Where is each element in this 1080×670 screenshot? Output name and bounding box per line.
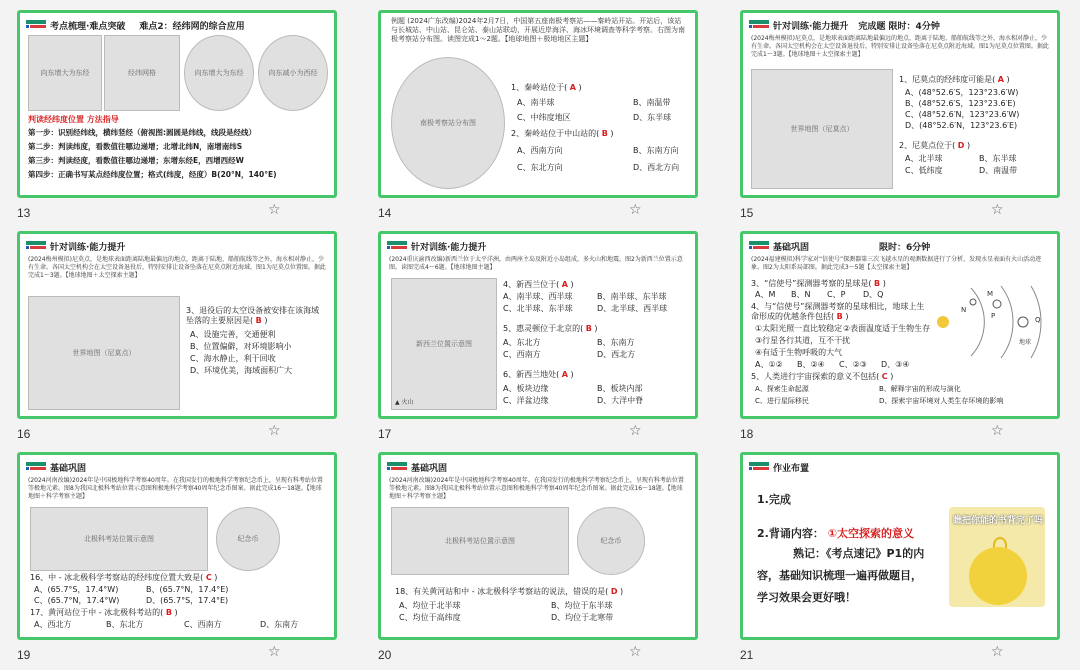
option: D、西北方 — [597, 350, 636, 359]
solar-system-diagram — [931, 282, 1051, 362]
option: B、②④ — [797, 360, 825, 369]
slide-canvas[interactable] — [17, 231, 337, 419]
slide-title: 针对训练·能力提升 — [50, 242, 126, 253]
option: C、西南方 — [503, 350, 541, 359]
homework-line: 熟记：《考点速记》P1的内 — [793, 547, 925, 560]
option: D、③④ — [881, 360, 910, 369]
step-text: 第二步：判读纬度，看数值往哪边递增；北增北纬N，南增南纬S — [28, 142, 243, 151]
option: A、北半球 — [905, 154, 943, 163]
world-map: 世界地图（尼莫点） — [28, 296, 180, 410]
option: A、①② — [755, 360, 783, 369]
question-stem: 5、惠灵顿位于北京的( B ) — [503, 324, 598, 333]
sticker-caption: 瞧把你能的书背完了吗 — [953, 516, 1044, 526]
brand-logo-icon — [749, 241, 769, 251]
option: A、西南方向 — [517, 146, 563, 155]
slide-canvas[interactable] — [740, 231, 1060, 419]
slide-number: 16 — [17, 427, 31, 441]
question-intro: (2024河南改编)2024年是中国极地科学考察40周年。在我国发行的极地科学考察纪念币上，呈现有科考站位置等极地元素。图8为我国北极科考站位置示意图和极地科学考察40周年纪念币图案。据此完成16～18题。【地球地图＋科学考察主题】 — [28, 477, 323, 500]
question-stem: 4、与“信使号”探测器考察的星球相比，地球上生命形成的优越条件包括( B ) — [751, 302, 925, 321]
option: A、东北方 — [503, 338, 541, 347]
brand-logo-icon — [749, 20, 769, 30]
arctic-station-map: 北极科考站位置示意图 — [30, 507, 208, 571]
option: C、(48°52.6′N，123°23.6′W) — [905, 110, 1020, 119]
question-stem: 5、人类进行宇宙探索的意义不包括( C ) — [751, 372, 894, 381]
slide-header — [26, 238, 125, 254]
option-item: ②表面温度适于生物生存 — [843, 324, 931, 333]
slide-thumb-14[interactable] — [378, 10, 698, 228]
slide-thumb-21[interactable] — [740, 452, 1060, 670]
slide-header — [26, 17, 245, 33]
option: D、均位于北寒带 — [551, 613, 614, 622]
option: D、Q — [863, 290, 884, 299]
option: C、(65.7°N，17.4°W) — [34, 596, 120, 605]
slide-canvas[interactable] — [740, 10, 1060, 198]
slide-title: 针对训练·能力提升 — [773, 21, 849, 32]
option: A、南半球、西半球 — [503, 292, 573, 301]
star-icon[interactable]: ☆ — [268, 202, 281, 218]
slide-number: 21 — [740, 648, 754, 662]
question-intro: (2024梅州模拟)尼莫点，是地球表面距离陆地最偏远的地点，距离于陆地、船舶航线等之外，海水相对静止，少有生命。各国太空机构会在太空设备退役后，特别安排让设备坠落在尼莫点附近海域。图1为尼莫点位置图。据此完成1～3题。【地球地图＋太空探索主题】 — [28, 256, 326, 279]
label-N: N — [961, 306, 967, 314]
question-intro: 例题 (2024广东改编)2024年2月7日，中国第五座南极考察站——秦岭站开站。开站后，该站与长城站、中山站、昆仑站、泰山站联动，开展近岸海洋、海冰环境调查等科学考察。右图为南极考察站分布图。读图完成1～2题。【地球地图＋极地地区主题】 — [391, 17, 685, 43]
option: B、N — [791, 290, 811, 299]
step-text: 第一步：识别经纬线，横纬竖经（俯视图:圆圆是纬线，线段是经线） — [28, 128, 256, 137]
option-item: ①太阳光照一直比较稳定 — [755, 324, 843, 333]
option: A、设施完善，交通便利 — [190, 330, 276, 339]
brand-logo-icon — [387, 462, 407, 472]
legend-volcano: ▲ 火山 — [395, 399, 414, 406]
label-M: M — [987, 290, 994, 298]
slide-number: 20 — [378, 648, 392, 662]
option: A、南半球 — [517, 98, 555, 107]
option: A、板块边缘 — [503, 384, 549, 393]
option: C、进行星际移民 — [755, 397, 809, 405]
brand-logo-icon — [26, 241, 46, 251]
slide-thumb-20[interactable] — [378, 452, 698, 670]
slide-header — [749, 17, 940, 33]
option: B、东北方 — [106, 620, 144, 629]
label-earth: 地球 — [1019, 339, 1032, 346]
option: A、均位于北半球 — [399, 601, 461, 610]
polar-figure: 向东减小为西经 — [258, 35, 328, 111]
star-icon[interactable]: ☆ — [991, 423, 1004, 439]
method-title: 判读经纬度位置 方法指导 — [28, 115, 119, 124]
commemorative-coin: 纪念币 — [577, 507, 645, 575]
option: A、探索生命起源 — [755, 385, 809, 393]
question-stem: 17、黄河站位于中 - 冰北极科考站的( B ) — [30, 608, 178, 617]
slide-canvas[interactable] — [378, 10, 698, 198]
slide-thumb-18[interactable] — [740, 231, 1060, 449]
option: C、东北方向 — [517, 163, 563, 172]
question-stem: 18、有关黄河站和中 - 冰北极科学考察站的说法，错误的是( D ) — [395, 587, 624, 596]
slide-number: 13 — [17, 206, 31, 220]
slide-title: 基础巩固 — [50, 463, 87, 474]
option: D、南温带 — [979, 166, 1018, 175]
question-stem: 1、秦岭站位于( A ) — [511, 83, 582, 92]
slide-canvas[interactable] — [378, 452, 698, 640]
option: D、(65.7°S，17.4°E) — [146, 596, 229, 605]
option: A、(65.7°S，17.4°W) — [34, 585, 119, 594]
option: D、探索宇宙环境对人类生存环境的影响 — [879, 397, 1004, 405]
slide-number: 19 — [17, 648, 31, 662]
slide-thumb-16[interactable] — [17, 231, 337, 449]
label-Q: Q — [1035, 316, 1041, 324]
option: B、位置偏僻，对环境影响小 — [190, 342, 292, 351]
option: D、北半球、西半球 — [597, 304, 668, 313]
meme-sticker — [949, 507, 1045, 607]
option: A、西北方 — [34, 620, 72, 629]
polar-figure: 向东增大为东经 — [184, 35, 254, 111]
slide-header — [749, 459, 809, 475]
step-text: 第四步：正确书写某点经纬度位置；格式(纬度，经度）B(20°N，140°E) — [28, 170, 277, 179]
option: B、(48°52.6′S，123°23.6′E) — [905, 99, 1016, 108]
star-icon[interactable]: ☆ — [629, 202, 642, 218]
brand-logo-icon — [387, 241, 407, 251]
option: B、(65.7°N，17.4°E) — [146, 585, 229, 594]
question-intro: (2024重庆渝西改编)新西兰位于太平洋洲，由两座主岛及附近小岛组成，多火山和地震。图2为新西兰位置示意图。读图完成4～6题。【地球地图主题】 — [389, 256, 683, 271]
question-stem: 3、“信使号”探测器考察的星球是( B ) — [751, 279, 886, 288]
star-icon[interactable]: ☆ — [629, 644, 642, 660]
option: B、东半球 — [979, 154, 1017, 163]
slide-title: 基础巩固 — [773, 242, 810, 253]
option: B、南半球、东半球 — [597, 292, 667, 301]
slide-number: 17 — [378, 427, 392, 441]
slide-canvas[interactable] — [17, 452, 337, 640]
slide-subtitle: 完成题 限时：4分钟 — [858, 21, 940, 32]
slide-title: 作业布置 — [773, 463, 810, 474]
option: C、洋盆边缘 — [503, 396, 549, 405]
option: C、低纬度 — [905, 166, 943, 175]
option: A、M — [755, 290, 776, 299]
question-stem: 16、中 - 冰北极科学考察站的经纬度位置大致是( C ) — [30, 573, 218, 582]
slide-canvas[interactable] — [17, 10, 337, 198]
homework-line: 2.背诵内容： ①太空探索的意义 — [757, 527, 915, 540]
homework-line: 1.完成 — [757, 493, 791, 506]
option: C、西南方 — [184, 620, 222, 629]
sun-icon — [937, 316, 949, 328]
option: B、东南方向 — [633, 146, 679, 155]
grid-figure: 向东增大为东经 — [28, 35, 102, 111]
slide-header — [26, 459, 86, 475]
slide-number: 14 — [378, 206, 392, 220]
slide-header — [387, 238, 486, 254]
star-icon[interactable]: ☆ — [268, 644, 281, 660]
question-stem: 2、尼莫点位于( D ) — [899, 141, 971, 150]
option: C、②③ — [839, 360, 867, 369]
slide-thumb-15[interactable] — [740, 10, 1060, 228]
slide-thumb-19[interactable] — [17, 452, 337, 670]
option: B、解释宇宙的形成与演化 — [879, 385, 961, 393]
commemorative-coin: 纪念币 — [216, 507, 280, 571]
option: D、西北方向 — [633, 163, 680, 172]
slide-title: 基础巩固 — [411, 463, 448, 474]
option-item: ④有适于生物呼吸的大气 — [755, 348, 843, 357]
grid-figure: 经纬网格 — [104, 35, 180, 111]
option: D、东南方 — [260, 620, 299, 629]
star-icon[interactable]: ☆ — [629, 423, 642, 439]
brand-logo-icon — [26, 462, 46, 472]
option: C、中纬度地区 — [517, 113, 571, 122]
slide-thumb-13[interactable] — [17, 10, 337, 228]
option: B、均位于东半球 — [551, 601, 613, 610]
homework-line: 容，基础知识梳理一遍再做题目， — [757, 569, 922, 582]
slide-thumb-17[interactable] — [378, 231, 698, 449]
question-stem: 4、新西兰位于( A ) — [503, 280, 574, 289]
star-icon[interactable]: ☆ — [991, 202, 1004, 218]
slide-number: 18 — [740, 427, 754, 441]
option: B、板块内部 — [597, 384, 643, 393]
world-map: 世界地图（尼莫点） — [751, 69, 893, 189]
slide-header — [387, 459, 447, 475]
option: C、P — [827, 290, 846, 299]
step-text: 第三步：判读经度，看数值往哪边递增；东增东经E，西增西经W — [28, 156, 244, 165]
slide-title: 考点梳理·难点突破 — [50, 21, 126, 32]
slide-subtitle: 难点2：经纬网的综合应用 — [139, 21, 245, 32]
star-icon[interactable]: ☆ — [991, 644, 1004, 660]
option: D、大洋中脊 — [597, 396, 644, 405]
question-stem: 3、退役后的太空设备被安排在该海域坠落的主要原因是( B ) — [186, 306, 320, 325]
option: A、(48°52.6′S，123°23.6′W) — [905, 88, 1019, 97]
slide-canvas[interactable] — [740, 452, 1060, 640]
option: C、北半球、东半球 — [503, 304, 573, 313]
option: D、环境优美，海域面积广大 — [190, 366, 293, 375]
question-stem: 2、秦岭站位于中山站的( B ) — [511, 129, 614, 138]
slide-canvas[interactable] — [378, 231, 698, 419]
slide-header — [749, 238, 930, 254]
question-intro: (2024河南改编)2024年是中国极地科学考察40周年。在我国发行的极地科学考察纪念币上，呈现有科考站位置等极地元素。图8为我国北极科考站位置示意图和极地科学考察40周年纪念币图案。据此完成16～18题。【地球地图＋科学考察主题】 — [389, 477, 684, 500]
question-intro: (2024福建模拟)科学家对“信使号”探测器第三次飞越水星的观测数据进行了分析，发现水星表面有火山活动迹象。图2为太阳系局部图。据此完成3～5题【太空探索主题】 — [751, 256, 1042, 271]
option: D、(48°52.6′N，123°23.6′E) — [905, 121, 1018, 130]
slide-title: 针对训练·能力提升 — [411, 242, 487, 253]
homework-line: 学习效果会更好哦！ — [757, 591, 856, 604]
slide-subtitle: 限时：6分钟 — [879, 242, 931, 253]
question-intro: (2024梅州模拟)尼莫点，是地球表面距离陆地最偏远的地点，距离于陆地、船舶航线等之外，海水相对静止，少有生命。各国太空机构会在太空设备退役后，特别安排让设备坠落在尼莫点附近海域。图1为尼莫点位置图。据此完成1～3题。【地球地图＋太空探索主题】 — [751, 35, 1049, 58]
option: B、东南方 — [597, 338, 635, 347]
brand-logo-icon — [749, 462, 769, 472]
option: C、海水静止，利于回收 — [190, 354, 276, 363]
brand-logo-icon — [26, 20, 46, 30]
question-stem: 1、尼莫点的经纬度可能是( A ) — [899, 75, 1010, 84]
option-item: ③行星各行其道，互不干扰 — [755, 336, 851, 345]
label-P: P — [991, 312, 996, 320]
teletubby-face-icon — [969, 547, 1027, 605]
arctic-station-map: 北极科考站位置示意图 — [391, 507, 569, 575]
option: D、东半球 — [633, 113, 672, 122]
question-stem: 6、新西兰地处( A ) — [503, 370, 574, 379]
option: B、南温带 — [633, 98, 671, 107]
antarctic-map: 南极考察站分布图 — [391, 57, 505, 189]
new-zealand-map: 新西兰位置示意图 — [391, 278, 497, 410]
option: C、均位于高纬度 — [399, 613, 461, 622]
slide-number: 15 — [740, 206, 754, 220]
star-icon[interactable]: ☆ — [268, 423, 281, 439]
